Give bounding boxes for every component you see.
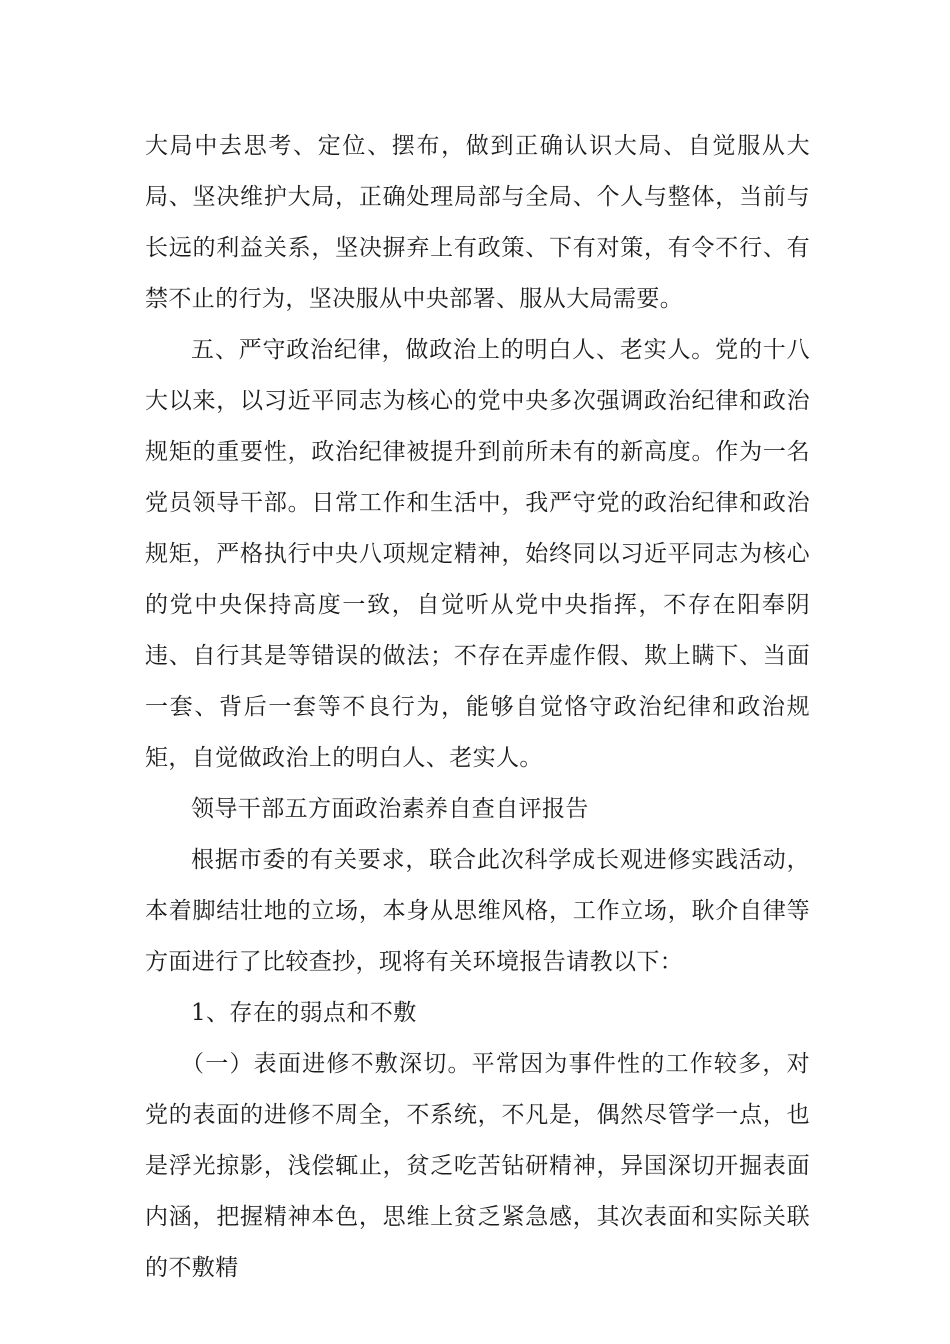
paragraph-intro: 根据市委的有关要求，联合此次科学成长观进修实践活动，本着脚结壮地的立场，本身从思维风格，工作立场，耿介自律等方面进行了比较查抄，现将有关环境报告请教以下： (145, 847, 810, 975)
paragraph-section-five: 五、严守政治纪律，做政治上的明白人、老实人。党的十八大以来，以习近平同志为核心的党中央多次强调政治纪律和政治规矩的重要性，政治纪律被提升到前所未有的新高度。作为一名党员领导干部。日常工作和生活中，我严守党的政治纪律和政治规矩，严格执行中央八项规定精神，始终同以习近平同志为核心的党中央保持高度一致，自觉听从党中央指挥，不存在阳奉阴违、自行其是等错误的做法；不存在弄虚作假、欺上瞒下、当面一套、背后一套等不良行为，能够自觉恪守政治纪律和政治规矩，自觉做政治上的明白人、老实人。 (145, 337, 810, 771)
report-title: 领导干部五方面政治素养自查自评报告 (191, 796, 589, 822)
heading-weaknesses: 1、存在的弱点和不敷 (191, 1000, 417, 1026)
paragraph-theory-study: （一）表面进修不敷深切。平常因为事件性的工作较多，对党的表面的进修不周全，不系统，不凡是，偶然尽管学一点，也是浮光掠影，浅偿辄止，贫乏吃苦钻研精神，异国深切开掘表面内涵，把握精神本色，思维上贫乏紧急感，其次表面和实际关联的不敷精 (145, 1051, 810, 1281)
document-body (145, 121, 810, 1294)
paragraph-continuation: 大局中去思考、定位、摆布，做到正确认识大局、自觉服从大局、坚决维护大局，正确处理局部与全局、个人与整体，当前与长远的利益关系，坚决摒弃上有政策、下有对策，有令不行、有禁不止的行为，坚决服从中央部署、服从大局需要。 (145, 133, 810, 312)
